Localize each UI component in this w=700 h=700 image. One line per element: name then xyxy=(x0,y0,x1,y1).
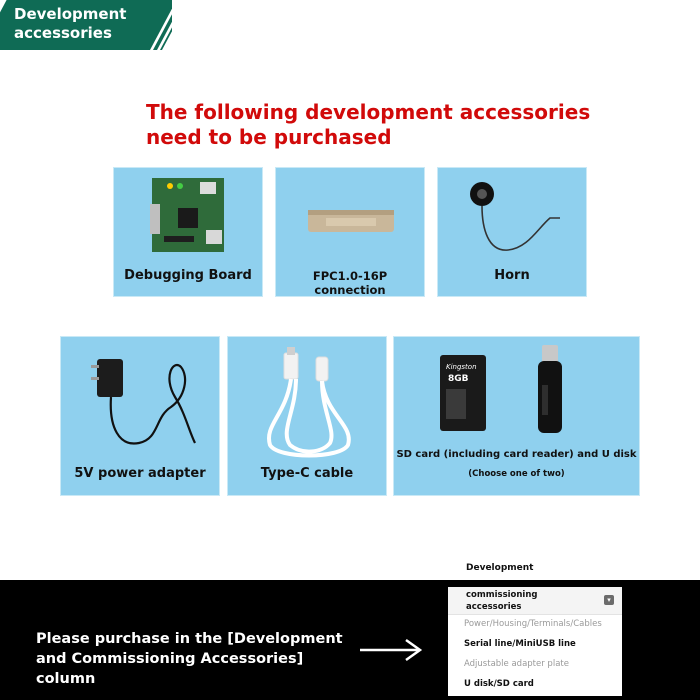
dropdown-panel xyxy=(448,587,622,696)
footer-message-line-1: Please purchase in the [Development xyxy=(36,631,343,647)
section-tag xyxy=(0,0,172,50)
card-label-debugging-board: Debugging Board xyxy=(124,268,252,283)
cable-wire xyxy=(269,379,349,456)
page-heading xyxy=(146,100,606,150)
power-adapter-image xyxy=(89,347,201,457)
sd-card-image xyxy=(438,345,578,437)
dropdown-selected-line-1: commissioning xyxy=(466,590,538,600)
card-label-power-adapter: 5V power adapter xyxy=(74,466,206,481)
sd-card-logo xyxy=(446,389,466,419)
board-header xyxy=(164,236,194,242)
dropdown-option[interactable]: Adjustable adapter plate xyxy=(464,659,569,669)
udisk-body xyxy=(538,361,562,433)
board-port xyxy=(200,182,216,194)
card-fpc-connector xyxy=(275,167,425,297)
heading-line-1: The following development accessories xyxy=(146,100,591,124)
udisk-highlight xyxy=(542,385,548,415)
horn-wire xyxy=(482,206,560,250)
cable-plug-usb-tip xyxy=(287,347,295,355)
tag-text xyxy=(14,5,126,43)
card-note-choose-one: (Choose one of two) xyxy=(468,469,565,479)
footer-message-line-2: and Commissioning Accessories] column xyxy=(36,651,304,687)
horn-speaker-center xyxy=(477,189,487,199)
adapter-cable xyxy=(111,365,195,443)
horn-image xyxy=(468,178,568,258)
type-c-cable-image xyxy=(256,345,360,459)
chevron-down-icon[interactable]: ▾ xyxy=(604,595,614,605)
adapter-prong xyxy=(91,377,99,380)
dropdown-option[interactable]: U disk/SD card xyxy=(464,679,534,689)
dropdown-title: Development xyxy=(466,563,534,573)
tag-line-1: Development xyxy=(14,5,127,23)
dropdown-selected-line-2: accessories xyxy=(466,602,522,612)
fpc-slot xyxy=(326,218,376,226)
dropdown-selected-label xyxy=(466,589,596,613)
board-port xyxy=(206,230,222,244)
dropdown-option[interactable]: Serial line/MiniUSB line xyxy=(464,639,576,649)
heading-line-2: need to be purchased xyxy=(146,125,392,149)
dropdown-option[interactable]: Power/Housing/Terminals/Cables xyxy=(464,619,602,629)
card-label-horn: Horn xyxy=(494,268,530,283)
card-type-c-cable xyxy=(227,336,387,496)
board-connector xyxy=(150,204,160,234)
fpc-edge xyxy=(308,210,394,215)
card-label-fpc: FPC1.0-16P connection xyxy=(312,269,388,297)
fpc-connector-image xyxy=(306,206,396,236)
board-led xyxy=(177,183,183,189)
debugging-board-image xyxy=(150,174,226,256)
board-led xyxy=(167,183,173,189)
adapter-body xyxy=(97,359,123,397)
board-chip xyxy=(178,208,198,228)
card-label-type-c: Type-C cable xyxy=(260,466,354,481)
tag-line-2: accessories xyxy=(14,24,112,42)
sd-card-size: 8GB xyxy=(448,374,469,384)
card-power-adapter xyxy=(60,336,220,496)
footer-message xyxy=(36,629,356,689)
sd-card-brand: Kingston xyxy=(446,363,477,371)
dropdown-selected-option[interactable] xyxy=(448,587,622,615)
cable-plug-usb xyxy=(284,353,298,379)
card-label-sd-card: SD card (including card reader) and U disk xyxy=(396,449,637,460)
card-horn xyxy=(437,167,587,297)
cable-plug-typec xyxy=(316,357,328,381)
card-sd-card-u-disk xyxy=(393,336,640,496)
card-debugging-board xyxy=(113,167,263,297)
udisk-connector xyxy=(542,345,558,363)
adapter-prong xyxy=(91,365,99,368)
arrow-right-icon xyxy=(358,638,424,662)
category-dropdown xyxy=(448,563,622,696)
